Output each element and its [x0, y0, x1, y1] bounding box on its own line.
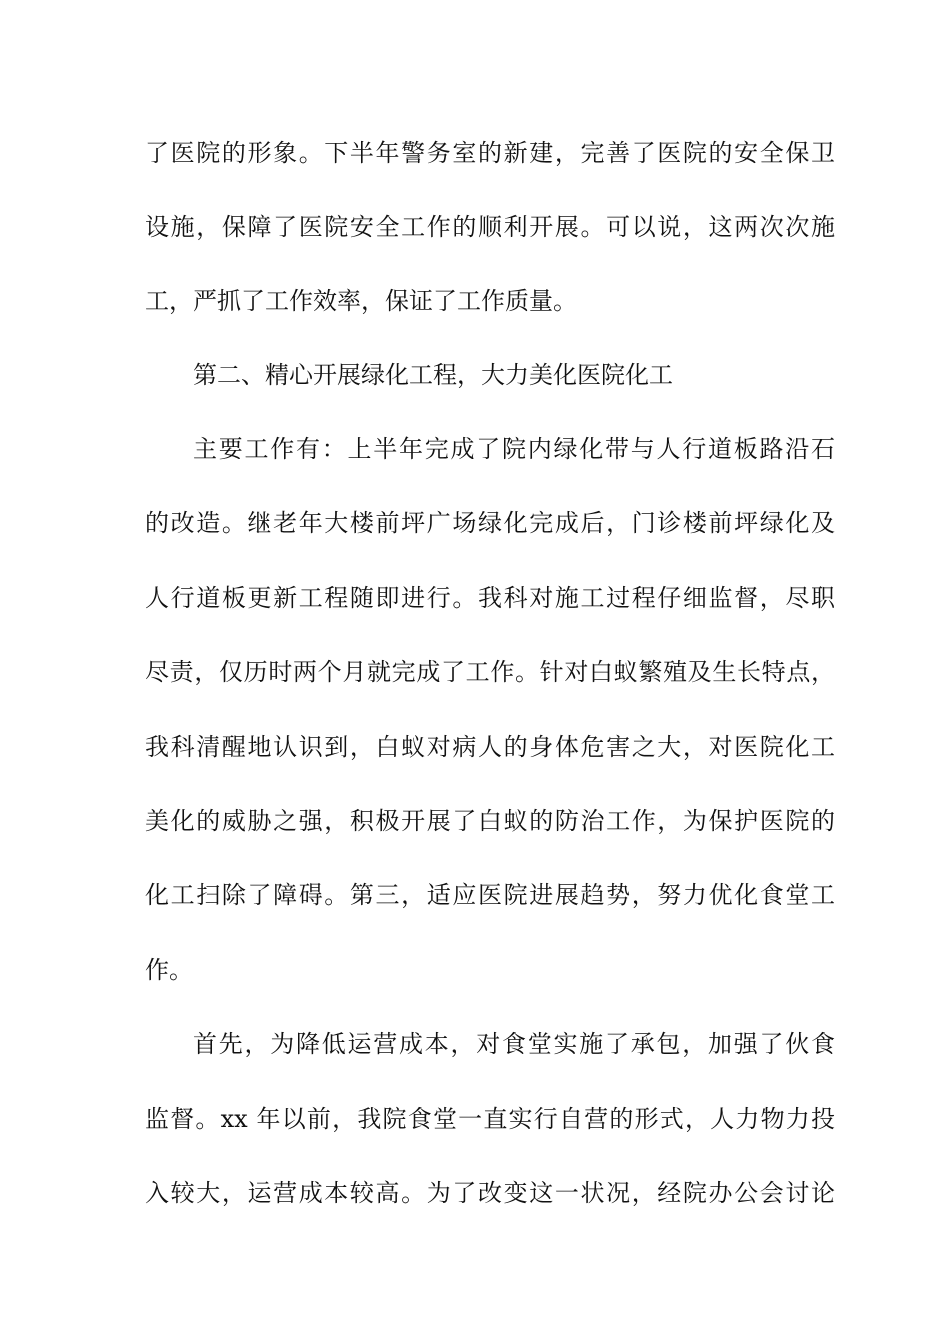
text-line: 入较大，运营成本较高。为了改变这一状况，经院办公会讨论 [145, 1179, 835, 1207]
text-line: 设施，保障了医院安全工作的顺利开展。可以说，这两次次施 [145, 213, 835, 241]
text-line: 人行道板更新工程随即进行。我科对施工过程仔细监督，尽职 [145, 584, 835, 612]
text-line: 工，严抓了工作效率，保证了工作质量。 [145, 287, 577, 315]
text-line: 我科清醒地认识到，白蚁对病人的身体危害之大，对医院化工 [145, 733, 835, 761]
text-line: 化工扫除了障碍。第三，适应医院进展趋势，努力优化食堂工 [145, 881, 835, 909]
text-line: 监督。xx 年以前，我院食堂一直实行自营的形式，人力物力投 [145, 1105, 835, 1133]
text-line: 美化的威胁之强，积极开展了白蚁的防治工作，为保护医院的 [145, 807, 835, 835]
text-line: 的改造。继老年大楼前坪广场绿化完成后，门诊楼前坪绿化及 [145, 509, 835, 537]
text-line: 作。 [145, 956, 193, 984]
text-line: 了医院的形象。下半年警务室的新建，完善了医院的安全保卫 [145, 139, 835, 167]
text-line: 首先，为降低运营成本，对食堂实施了承包，加强了伙食 [193, 1030, 835, 1058]
text-line: 尽责，仅历时两个月就完成了工作。针对白蚁繁殖及生长特点， [145, 658, 835, 686]
text-line: 主要工作有：上半年完成了院内绿化带与人行道板路沿石 [193, 435, 835, 463]
section-heading: 第二、精心开展绿化工程，大力美化医院化工 [193, 361, 673, 389]
